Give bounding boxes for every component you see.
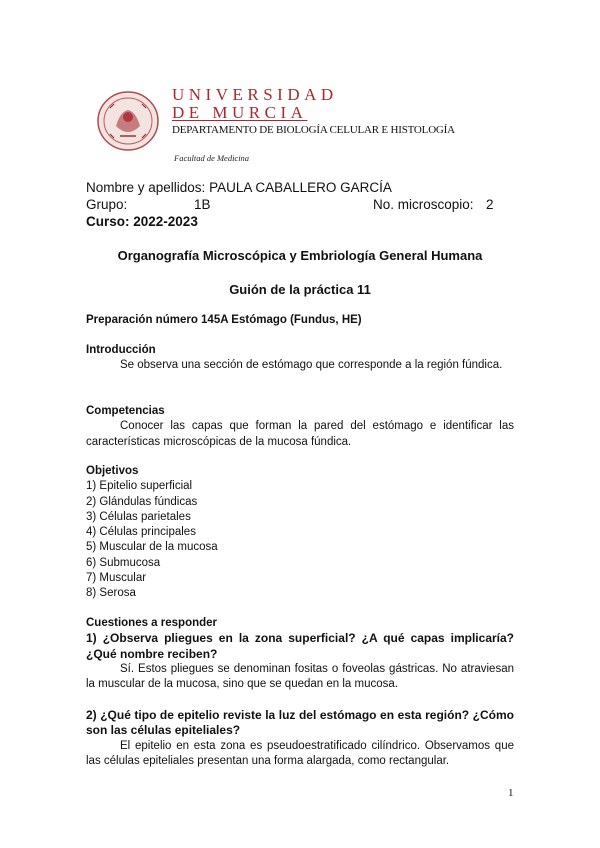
competencies-section xyxy=(86,404,514,450)
intro-section xyxy=(86,343,514,374)
list-item: 2) Glándulas fúndicas xyxy=(86,495,198,508)
question-2: 2) ¿Qué tipo de epitelio reviste la luz del estómago en esta región? ¿Cómo son las células epiteliales? xyxy=(86,708,514,738)
questions-section xyxy=(86,616,514,692)
department-name: DEPARTAMENTO DE BIOLOGÍA CELULAR E HISTOLOGÍA xyxy=(172,124,455,136)
list-item: 4) Células principales xyxy=(86,526,196,539)
intro-text: Se observa una sección de estómago que corresponde a la región fúndica. xyxy=(120,359,503,372)
university-seal-icon xyxy=(96,90,160,152)
group-value: 1B xyxy=(194,197,211,212)
list-item: 3) Células parietales xyxy=(86,510,191,523)
page-number: 1 xyxy=(508,787,514,799)
competencies-text: Conocer las capas que forman la pared del estómago e identificar las características microscópicas de la mucosa fúndica. xyxy=(86,420,514,448)
list-item: 6) Submucosa xyxy=(86,556,161,569)
list-item: 5) Muscular de la mucosa xyxy=(86,541,218,554)
name-value: PAULA CABALLERO GARCÍA xyxy=(209,180,392,195)
questions-heading: Cuestiones a responder xyxy=(86,617,218,629)
answer-2: El epitelio en esta zona es pseudoestratificado cilíndrico. Observamos que las células epiteliales presentan una forma alargada, como rectangular. xyxy=(86,739,514,767)
course-line xyxy=(86,214,198,230)
microscope-label: No. microscopio: xyxy=(373,197,474,212)
microscope-value: 2 xyxy=(486,197,494,212)
list-item: 1) Epitelio superficial xyxy=(86,480,193,493)
group-line xyxy=(86,197,514,213)
question-1: 1) ¿Observa pliegues en la zona superficial? ¿A qué capas implicaría? ¿Qué nombre reciben? xyxy=(86,631,514,661)
course-label: Curso: xyxy=(86,214,130,229)
preparation-title: Preparación número 145A Estómago (Fundus, HE) xyxy=(86,314,362,326)
subject-title: Organografía Microscópica y Embriología General Humana xyxy=(117,248,483,263)
intro-heading: Introducción xyxy=(86,344,156,356)
objectives-section xyxy=(86,464,514,602)
objectives-list xyxy=(86,479,514,601)
faculty-name: Facultad de Medicina xyxy=(174,153,250,163)
list-item: 7) Muscular xyxy=(86,572,147,585)
practice-title: Guión de la práctica 11 xyxy=(229,282,371,297)
competencies-heading: Competencias xyxy=(86,405,165,417)
objectives-heading: Objetivos xyxy=(86,465,139,477)
university-name-line1: UNIVERSIDAD xyxy=(172,85,338,104)
question-2-section xyxy=(86,708,514,769)
group-label: Grupo: xyxy=(86,197,128,212)
university-name-line2: DE MURCIA xyxy=(172,103,308,122)
answer-1: Sí. Estos pliegues se denominan fositas o foveolas gástricas. No atraviesan la muscular de la mucosa, sino que se quedan en la mucosa. xyxy=(86,662,514,691)
course-value: 2022-2023 xyxy=(133,214,198,229)
name-label: Nombre y apellidos: xyxy=(86,180,206,195)
list-item: 8) Serosa xyxy=(86,587,136,600)
student-name-line xyxy=(86,180,392,196)
